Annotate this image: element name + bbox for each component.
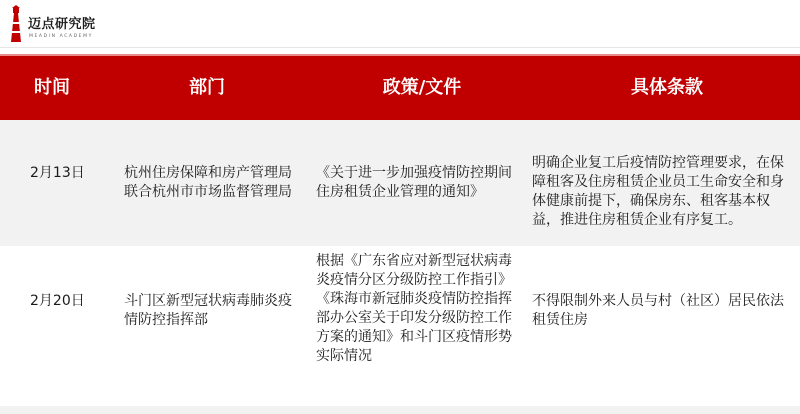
row-policy: 根据《广东省应对新型冠状病毒炎疫情分区分级防控工作指引》《珠海市新冠肺炎疫情防控指挥部办公室关于印发分级防控工作方案的通知》和斗门区疫情形势实际情况 — [316, 253, 512, 364]
brand-name: 迈点研究院 — [28, 17, 96, 32]
row-department: 杭州住房保障和房产管理局联合杭州市市场监督管理局 — [124, 165, 292, 200]
table-header — [0, 54, 800, 120]
row-date: 2月20日 — [30, 293, 85, 309]
header-department: 部门 — [189, 77, 225, 98]
header-policy: 政策/文件 — [382, 77, 462, 98]
row-terms: 明确企业复工后疫情防控管理要求，在保障租客及住房租赁企业员工生命安全和身体健康前提下，确保房东、租客基本权益，推进住房租赁企业有序复工。 — [532, 155, 784, 228]
header-terms: 具体条款 — [631, 77, 703, 98]
brand-subtitle: MEADIN ACADEMY — [29, 34, 93, 39]
brand-logo — [7, 5, 117, 45]
table-row — [0, 120, 800, 246]
row-date: 2月13日 — [30, 165, 85, 181]
row-department: 斗门区新型冠状病毒肺炎疫情防控指挥部 — [124, 293, 292, 328]
top-divider — [0, 47, 800, 48]
header-time: 时间 — [34, 77, 70, 98]
bottom-band — [0, 406, 800, 414]
row-policy: 《关于进一步加强疫情防控期间住房租赁企业管理的通知》 — [316, 165, 512, 200]
lighthouse-icon — [7, 5, 25, 43]
table-row — [0, 246, 800, 406]
row-terms: 不得限制外来人员与村（社区）居民依法租赁住房 — [532, 293, 784, 328]
